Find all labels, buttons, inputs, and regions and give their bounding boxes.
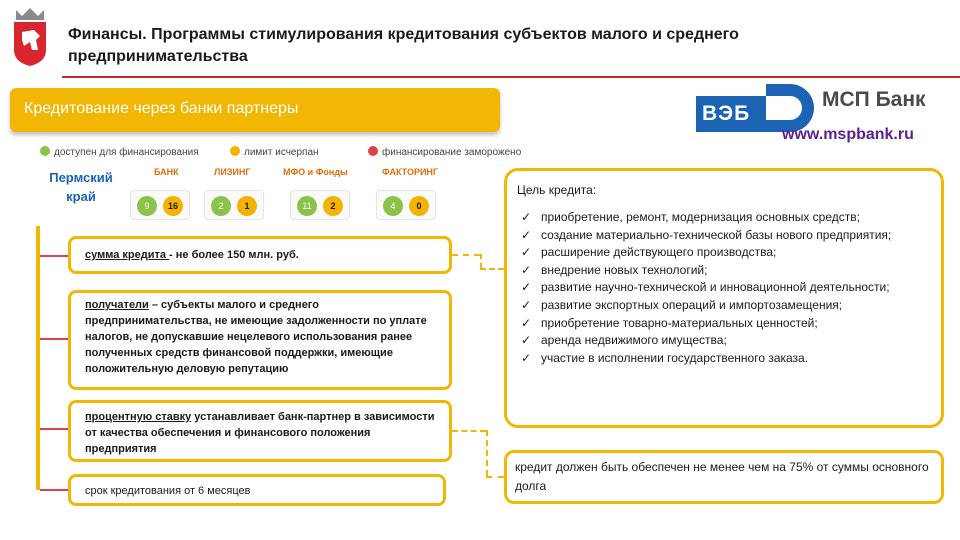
check-icon: ✓ [521, 297, 532, 312]
term-box-recipients [68, 290, 452, 390]
check-icon: ✓ [521, 350, 532, 365]
section-banner-label: Кредитование через банки партнеры [24, 100, 299, 117]
list-item [519, 279, 939, 297]
goal-item-text: развитие экспортных операций и импортозамещения; [541, 297, 843, 312]
collateral-note: кредит должен быть обеспечен не менее чем на 75% от суммы основного долга [504, 450, 944, 504]
category-label-bank: БАНК [154, 167, 179, 177]
list-item [519, 350, 939, 368]
exhausted-count: 16 [163, 196, 183, 216]
exhausted-count: 2 [323, 196, 343, 216]
category-label-factoring: ФАКТОРИНГ [382, 167, 439, 177]
term-box-period [68, 474, 446, 506]
exhausted-count: 1 [237, 196, 257, 216]
term-box-rate [68, 400, 452, 462]
veb-logo-mark [696, 96, 766, 132]
dashed-connector [452, 430, 486, 432]
goal-item-text: создание материально-технической базы нового предприятия; [541, 227, 892, 242]
yellow-dot-icon [230, 146, 240, 156]
legend-item-available [40, 146, 199, 158]
tree-branch [40, 338, 70, 340]
term-label: получатели [85, 299, 149, 311]
check-icon: ✓ [521, 227, 532, 242]
page-title: Финансы. Программы стимулирования кредитования субъектов малого и среднего предпринимательства [68, 26, 739, 65]
goal-item-text: внедрение новых технологий; [541, 262, 708, 277]
term-text: срок кредитования от 6 месяцев [85, 485, 251, 497]
bank-name: МСП Банк [822, 88, 926, 111]
list-item [519, 262, 939, 280]
check-icon: ✓ [521, 262, 532, 277]
dashed-connector [452, 254, 480, 256]
bank-url: www.mspbank.ru [782, 126, 914, 143]
goal-list [519, 209, 939, 367]
exhausted-count: 0 [409, 196, 429, 216]
veb-logo-text: ВЭБ [702, 102, 751, 125]
term-label: сумма кредита [85, 249, 170, 261]
red-dot-icon [368, 146, 378, 156]
term-text: устанавливает банк-партнер в зависимости от качества обеспечения и финансового положения предприятия [85, 411, 435, 455]
legend-item-frozen [368, 146, 521, 158]
dashed-connector [486, 430, 488, 476]
term-box-amount [68, 236, 452, 274]
goal-item-text: приобретение, ремонт, модернизация основных средств; [541, 210, 860, 224]
tree-branch [40, 489, 70, 491]
list-item [519, 297, 939, 315]
dashed-connector [486, 476, 504, 478]
available-count: 4 [383, 196, 403, 216]
tree-trunk [36, 226, 40, 490]
goal-item-text: участие в исполнении государственного заказа. [541, 350, 809, 365]
check-icon: ✓ [521, 315, 532, 330]
legend-label: финансирование заморожено [382, 147, 522, 158]
list-item [519, 244, 939, 262]
tree-branch [40, 255, 70, 257]
tree-branch [40, 428, 70, 430]
perm-crest-logo [10, 6, 50, 68]
msp-bank-logo [696, 82, 946, 152]
category-counts-factoring [376, 190, 436, 220]
category-counts-leasing [204, 190, 264, 220]
goal-title: Цель кредита: [517, 183, 597, 197]
goal-item-text: расширение действующего производства; [541, 245, 777, 260]
term-text: - не более 150 млн. руб. [169, 249, 299, 261]
check-icon: ✓ [521, 210, 532, 224]
check-icon: ✓ [521, 280, 532, 295]
dashed-connector [480, 254, 482, 268]
check-icon: ✓ [521, 333, 532, 348]
legend-label: лимит исчерпан [244, 147, 319, 158]
title-divider [62, 76, 960, 78]
list-item [519, 315, 939, 333]
goal-item-text: приобретение товарно-материальных ценностей; [541, 315, 818, 330]
category-counts-bank [130, 190, 190, 220]
list-item [519, 227, 939, 245]
category-label-mfo: МФО и Фонды [283, 167, 348, 177]
veb-swoosh-icon [766, 84, 814, 132]
green-dot-icon [40, 146, 50, 156]
list-item [519, 332, 939, 350]
available-count: 2 [211, 196, 231, 216]
available-count: 11 [297, 196, 317, 216]
credit-goal-panel [504, 168, 944, 428]
section-banner [10, 88, 500, 132]
goal-item-text: развитие научно-технической и инновационной деятельности; [541, 280, 890, 295]
goal-item-text: аренда недвижимого имущества; [541, 333, 727, 348]
list-item [519, 209, 939, 227]
legend-label: доступен для финансирования [54, 147, 199, 158]
category-label-leasing: ЛИЗИНГ [214, 167, 251, 177]
category-counts-mfo [290, 190, 350, 220]
dashed-connector [480, 268, 504, 270]
term-text: – субъекты малого и среднего предпринимательства, не имеющие задолженности по уплате налогов, не допускавшие нецелевого использования ранее полученных средств финансовой поддержки, имеющие положительную деловую репутацию [85, 299, 427, 375]
region-label: Пермский край [49, 170, 113, 204]
term-label: процентную ставку [85, 411, 192, 423]
available-count: 9 [137, 196, 157, 216]
check-icon: ✓ [521, 245, 532, 260]
legend-item-exhausted [230, 146, 319, 158]
